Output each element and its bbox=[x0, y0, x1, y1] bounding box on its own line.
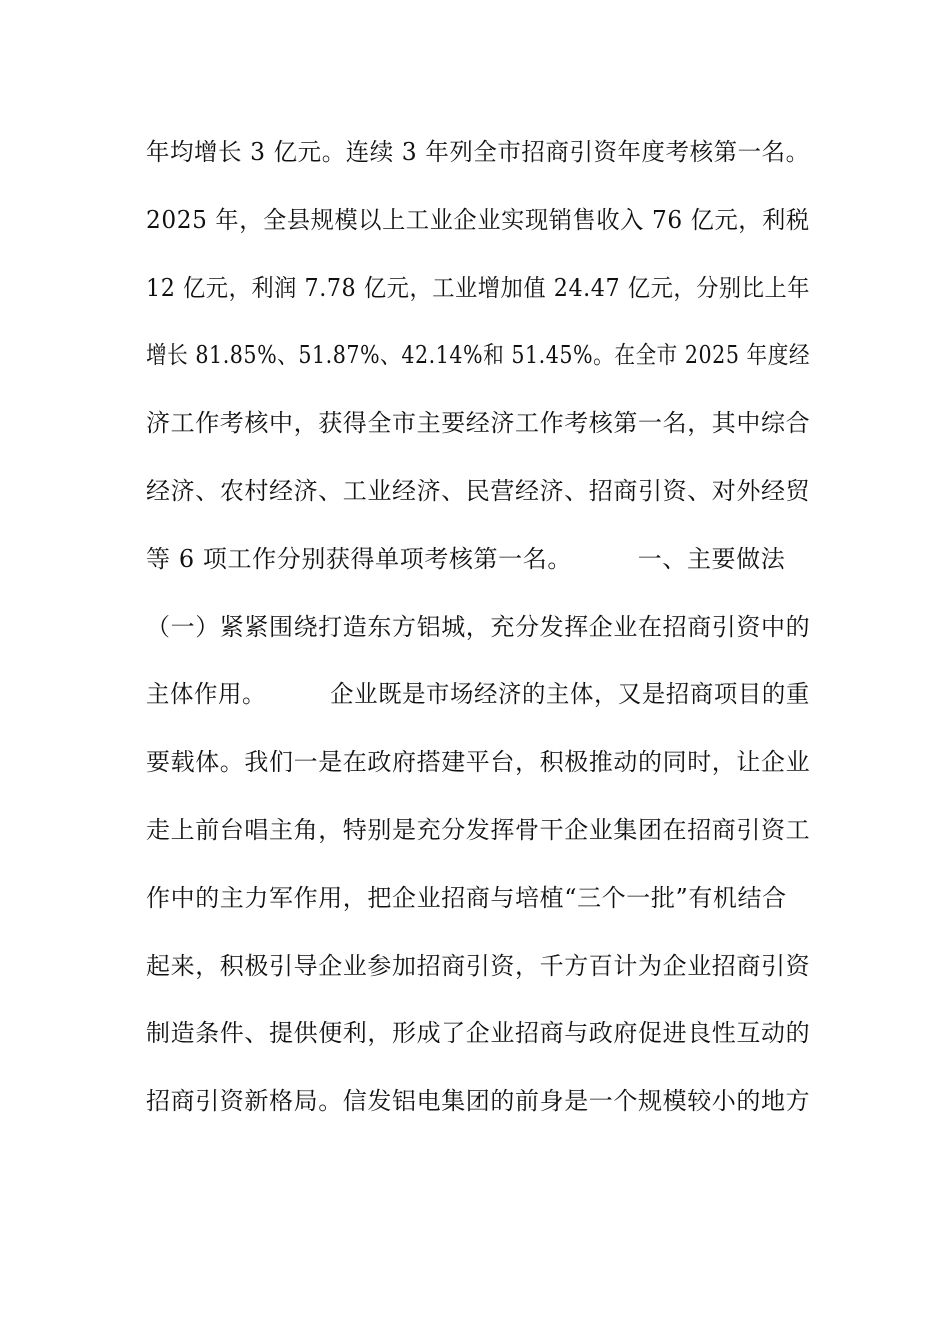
text-line-subsection-heading: （一）紧紧围绕打造东方铝城，充分发挥企业在招商引资中的 bbox=[146, 612, 810, 641]
text-line-section-heading: 等 6 项工作分别获得单项考核第一名。 一、主要做法 bbox=[146, 544, 786, 573]
text-line: 增长 81.85%、51.87%、42.14%和 51.45%。在全市 2025 年度经 bbox=[146, 341, 810, 370]
text-line: 走上前台唱主角，特别是充分发挥骨干企业集团在招商引资工 bbox=[146, 815, 810, 844]
text-line: 2025 年，全县规模以上工业企业实现销售收入 76 亿元，利税 bbox=[146, 205, 810, 234]
text-line: 经济、农村经济、工业经济、民营经济、招商引资、对外经贸 bbox=[146, 476, 810, 505]
body-text bbox=[146, 122, 810, 1139]
text-line: 制造条件、提供便利，形成了企业招商与政府促进良性互动的 bbox=[146, 1019, 810, 1048]
text-line: 起来，积极引导企业参加招商引资，千方百计为企业招商引资 bbox=[146, 951, 810, 980]
text-line: 年均增长 3 亿元。连续 3 年列全市招商引资年度考核第一名。 bbox=[146, 138, 810, 166]
text-line: 作中的主力军作用，把企业招商与培植“三个一批”有机结合 bbox=[146, 883, 787, 912]
text-line: 招商引资新格局。信发铝电集团的前身是一个规模较小的地方 bbox=[146, 1087, 810, 1116]
text-line: 要载体。我们一是在政府搭建平台，积极推动的同时，让企业 bbox=[146, 748, 810, 777]
text-line: 主体作用。 企业既是市场经济的主体，又是招商项目的重 bbox=[146, 680, 810, 709]
text-line: 济工作考核中，获得全市主要经济工作考核第一名，其中综合 bbox=[146, 409, 810, 438]
text-line: 12 亿元，利润 7.78 亿元，工业增加值 24.47 亿元，分别比上年 bbox=[146, 273, 811, 302]
